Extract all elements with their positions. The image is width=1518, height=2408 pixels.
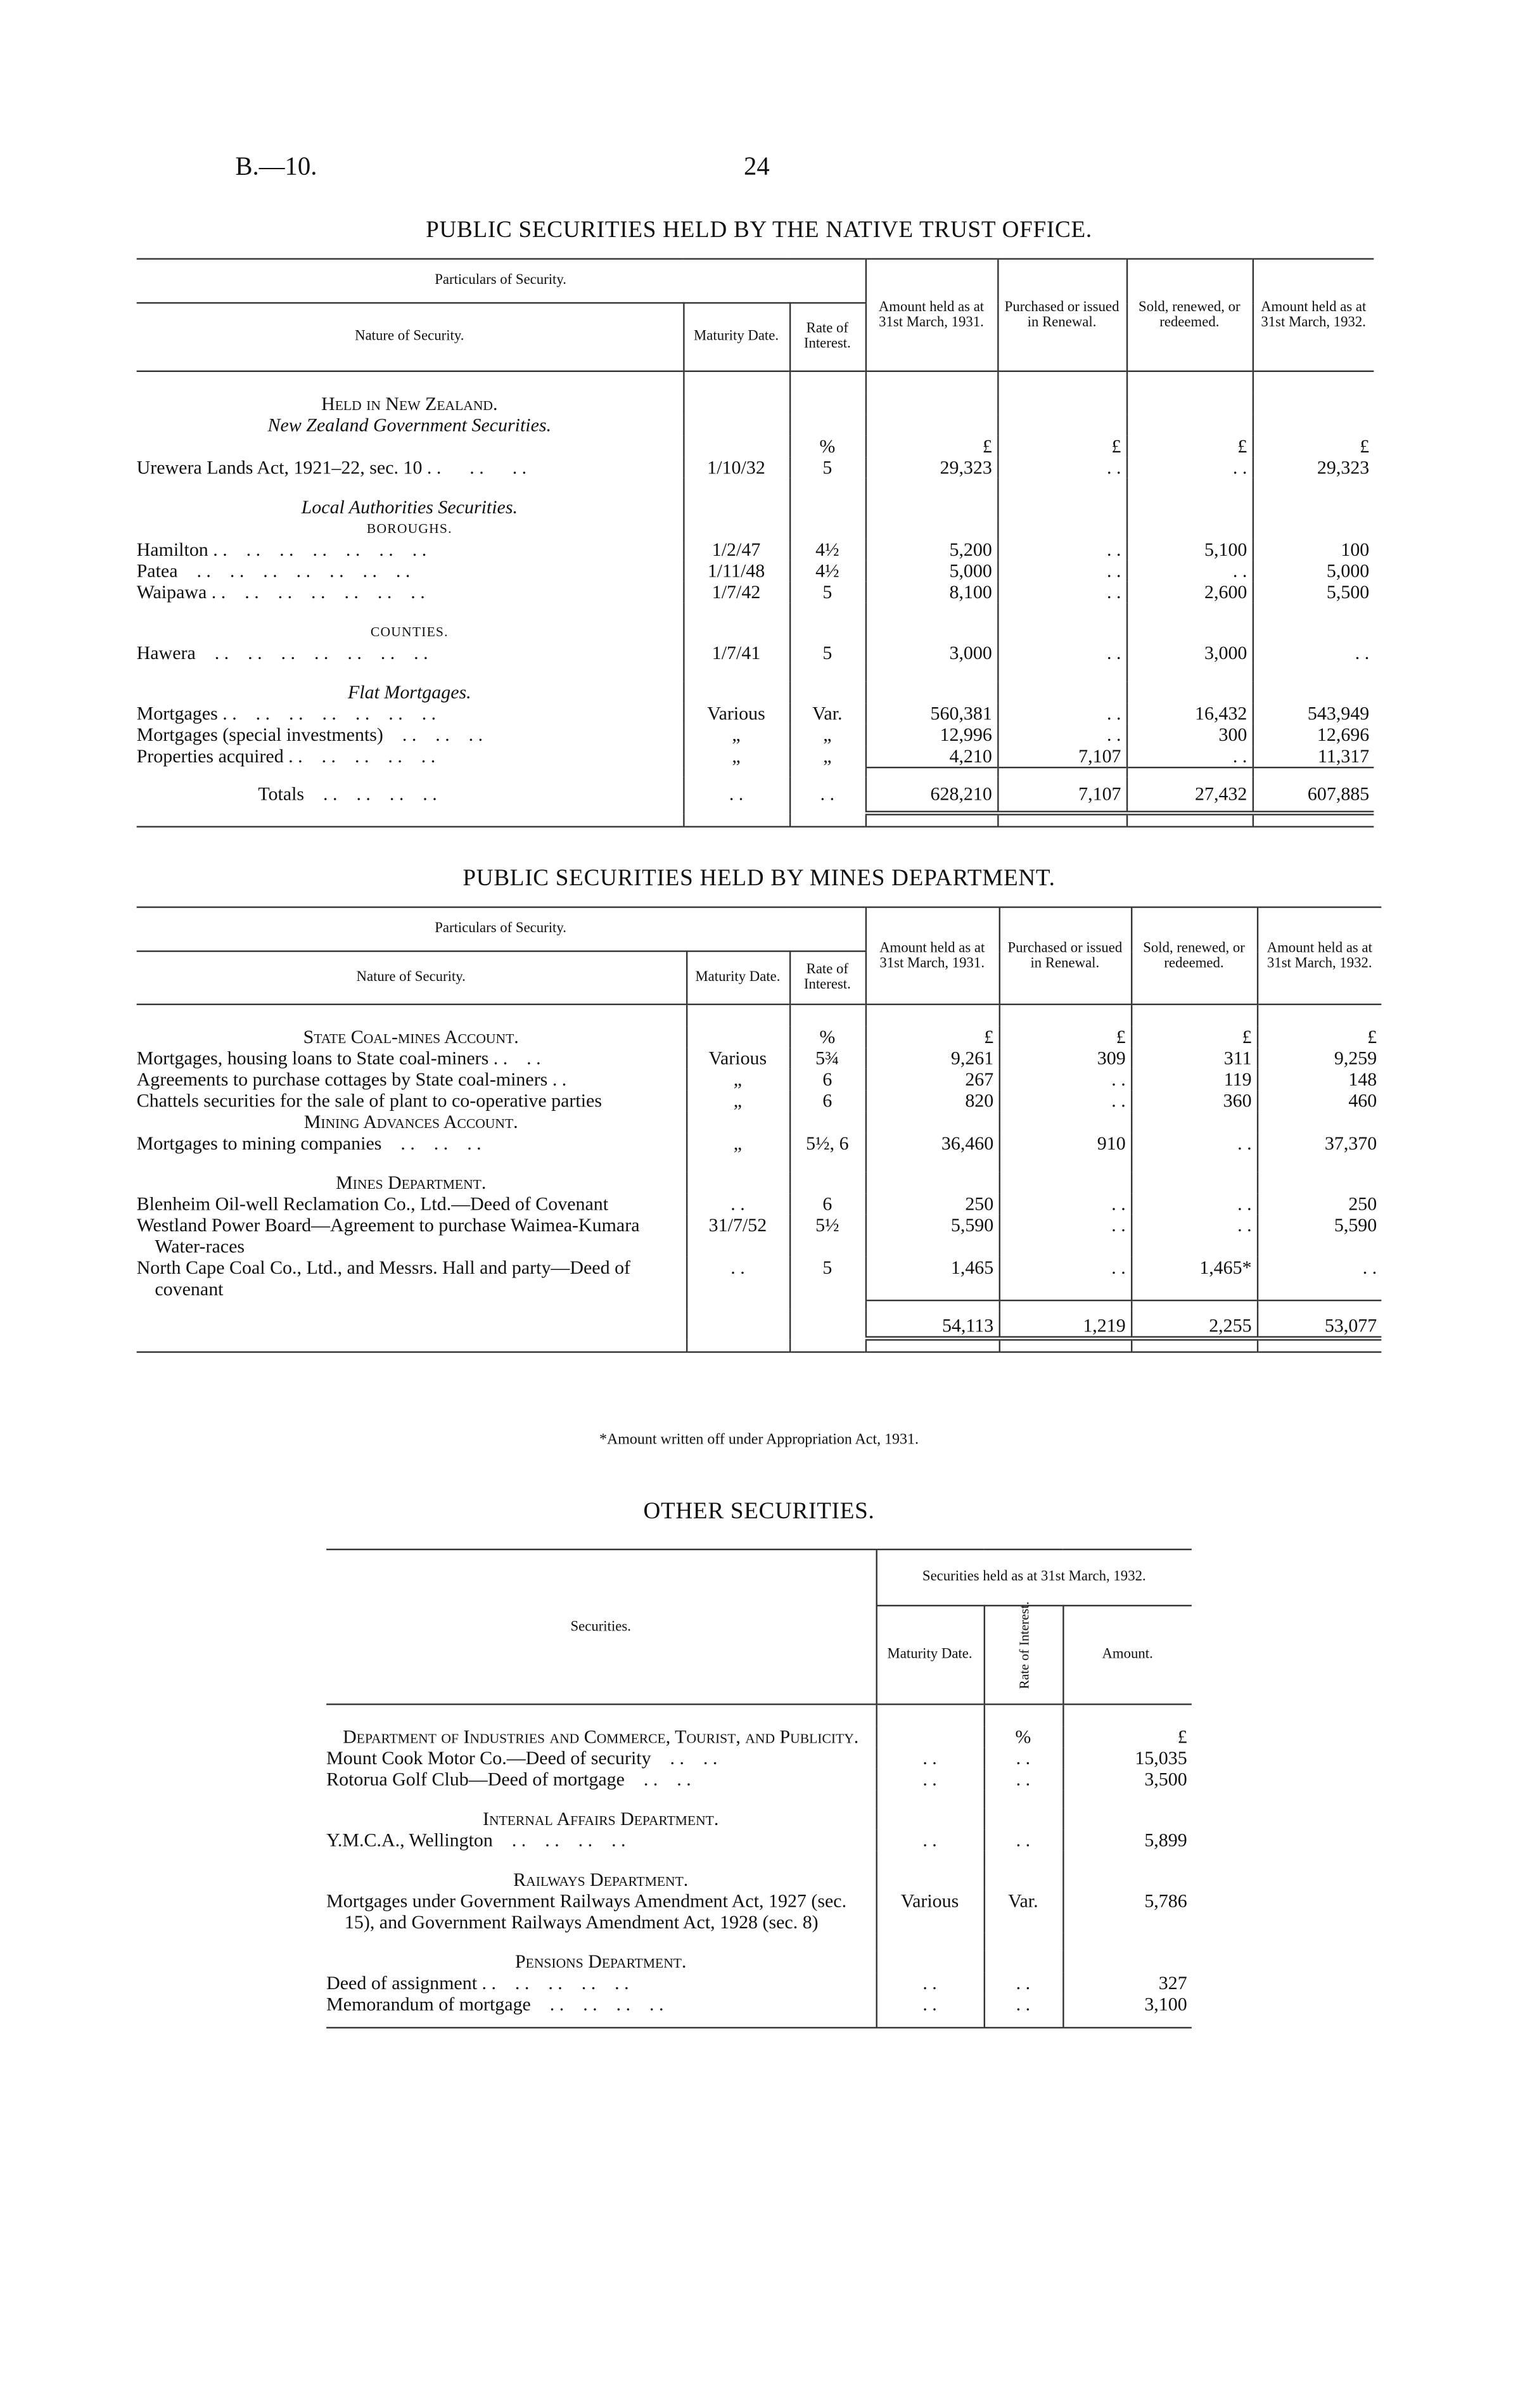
totals-row [137,1309,1382,1338]
cell-value: 460 [1257,1090,1381,1111]
table-row [137,1069,1382,1091]
cell-value: 250 [865,1193,999,1215]
cell-value: 300 [1126,724,1253,746]
native-trust-table [137,258,1374,826]
cell-value: . . [997,582,1126,603]
cell-value: 3,000 [1126,643,1253,664]
section-heading-row [326,1869,1192,1890]
cell-value: 5½ [789,1215,865,1257]
cell-value: 5,500 [1253,582,1374,603]
table-row [137,703,1374,724]
section-heading-row [326,1726,1192,1748]
cell-value: 4,210 [865,745,997,767]
security-description: Deed of assignment . . . . . . . . . . [326,1972,629,1994]
col-sold: Sold, renewed, or redeemed. [1126,259,1253,371]
cell-value: 607,885 [1253,777,1374,814]
cell-value: 16,432 [1126,703,1253,724]
cell-value: 543,949 [1253,703,1374,724]
section-heading: Internal Affairs Department. [483,1808,719,1830]
security-description: Urewera Lands Act, 1921–22, sec. 10 . . . . . . [136,457,527,478]
table-row [137,1193,1382,1215]
col-maturity: Maturity Date. [686,951,789,1004]
cell-value: . . [984,1769,1063,1790]
security-description: Westland Power Board—Agreement to purchase Waimea-Kumara Water-races [136,1214,640,1257]
col-purchased: Purchased or issued in Renewal. [999,907,1131,1004]
col-group: Securities held as at 31st March, 1932. [876,1549,1191,1606]
table-row [137,582,1374,603]
cell-value: 6 [789,1193,865,1215]
cell-value: 8,100 [865,582,997,603]
cell-value: „ [789,724,865,746]
cell-value: 2,255 [1131,1309,1257,1338]
totals-row [137,777,1374,814]
section-heading: Held in New Zealand. [321,393,498,415]
security-description: Memorandum of mortgage . . . . . . . . [326,1993,664,2015]
cell-value: £ [1253,436,1374,458]
section-heading-row [137,603,1374,621]
cell-value: £ [865,436,997,458]
cell-value: Various [876,1890,983,1933]
cell-value: Various [683,703,789,724]
security-description: Waipawa . . . . . . . . . . . . . . [136,581,425,603]
col-rate: Rate of Interest. [984,1606,1063,1705]
cell-value: . . [997,560,1126,582]
cell-value: Var. [984,1890,1063,1933]
cell-value: 100 [1253,539,1374,561]
col-held-1932: Amount held as at 31st March, 1932. [1253,259,1374,371]
cell-value: . . [686,1193,789,1215]
cell-value: £ [1126,436,1253,458]
col-nature: Nature of Security. [355,329,464,345]
col-particulars: Particulars of Security. [137,259,865,303]
section-heading: Mines Department. [336,1172,487,1194]
security-description: Mortgages under Government Railways Amendment Act, 1927 (sec. 15), and Government Railways Amendment Act, 1928 (sec. 8) [326,1890,847,1933]
cell-value [683,436,789,458]
page-number: 24 [744,151,770,181]
cell-value: „ [686,1090,789,1111]
table-row [137,539,1374,561]
cell-value: . . [1131,1215,1257,1257]
col-maturity: Maturity Date. [683,303,789,371]
cell-value [686,1309,789,1338]
security-description: Rotorua Golf Club—Deed of mortgage . . . . [326,1769,691,1790]
cell-value: 12,996 [865,724,997,746]
table-row [137,560,1374,582]
cell-value: 5 [789,643,865,664]
table-row [137,457,1374,478]
cell-value: 5,100 [1126,539,1253,561]
cell-value: „ [683,724,789,746]
section-heading-row [326,1951,1192,1973]
cell-value: . . [1131,1193,1257,1215]
cell-value: . . [984,1972,1063,1994]
section-heading-row [137,478,1374,497]
security-description: Mortgages to mining companies . . . . . . [136,1132,482,1154]
cell-value: £ [1257,1027,1381,1048]
section-heading: Flat Mortgages. [347,681,471,703]
cell-value: . . [984,1829,1063,1851]
table-row [137,1090,1382,1111]
cell-value: 3,500 [1062,1769,1192,1790]
table-row [326,1890,1192,1933]
table-row [137,724,1374,746]
table-row [137,745,1374,767]
cell-value: 5,000 [1253,560,1374,582]
section-heading: Railways Department. [513,1869,689,1891]
section-heading: COUNTIES. [370,624,449,639]
col-nature: Nature of Security. [356,970,466,986]
section-heading: State Coal-mines Account. [303,1026,519,1048]
cell-value: . . [1257,1257,1381,1300]
cell-value: . . [876,1769,983,1790]
cell-value: . . [686,1257,789,1300]
section-heading: Mining Advances Account. [303,1111,518,1133]
section-heading-row [137,414,1374,436]
cell-value: . . [876,1829,983,1851]
cell-value: „ [686,1132,789,1154]
cell-value: 4½ [789,539,865,561]
section-heading-row [137,1154,1382,1172]
cell-value: 628,210 [865,777,997,814]
cell-value: 6 [789,1069,865,1091]
col-particulars: Particulars of Security. [137,907,865,951]
cell-value: . . [789,777,865,814]
cell-value: 12,696 [1253,724,1374,746]
cell-value: 820 [865,1090,999,1111]
cell-value: 11,317 [1253,745,1374,767]
cell-value: 1/7/41 [683,643,789,664]
cell-value: . . [876,1994,983,2015]
section-heading-row [137,1172,1382,1194]
cell-value: 5¾ [789,1047,865,1069]
cell-value: 119 [1131,1069,1257,1091]
cell-value: . . [1253,643,1374,664]
table-row [137,1215,1382,1257]
cell-value: 267 [865,1069,999,1091]
cell-value: 5,590 [1257,1215,1381,1257]
cell-value: . . [997,703,1126,724]
cell-value: . . [984,1748,1063,1769]
cell-value: . . [876,1748,983,1769]
security-description: Y.M.C.A., Wellington . . . . . . . . [326,1829,626,1851]
cell-value: 7,107 [997,745,1126,767]
section-heading-row [137,682,1374,703]
col-purchased: Purchased or issued in Renewal. [997,259,1126,371]
cell-value: „ [683,745,789,767]
cell-value: 1/7/42 [683,582,789,603]
security-description: Agreements to purchase cottages by State coal-miners . . [136,1068,567,1091]
table-row [326,1994,1192,2015]
native-trust-title: PUBLIC SECURITIES HELD BY THE NATIVE TRUST OFFICE. [426,217,1092,243]
cell-value: 148 [1257,1069,1381,1091]
cell-value: 37,370 [1257,1132,1381,1154]
section-heading: BOROUGHS. [366,520,452,536]
cell-value: 29,323 [865,457,997,478]
cell-value: £ [999,1027,1131,1048]
cell-value: 9,261 [865,1047,999,1069]
mines-title: PUBLIC SECURITIES HELD BY MINES DEPARTMENT. [462,865,1056,892]
report-reference: B.—10. [235,151,317,181]
cell-value: . . [997,724,1126,746]
security-description: Hamilton . . . . . . . . . . . . . . [136,539,427,561]
cell-value: 1,465* [1131,1257,1257,1300]
col-rate: Rate of Interest. [789,951,865,1004]
cell-value: 1,465 [865,1257,999,1300]
section-heading: New Zealand Government Securities. [267,414,552,436]
cell-value: 5,786 [1062,1890,1192,1933]
security-description: Mortgages, housing loans to State coal-miners . . . . [136,1047,541,1069]
cell-value: % [789,1027,865,1048]
cell-value: . . [997,643,1126,664]
col-held-1931: Amount held as at 31st March, 1931. [865,259,997,371]
col-securities: Securities. [570,1619,631,1635]
section-heading-row [137,621,1374,643]
cell-value: 5,590 [865,1215,999,1257]
cell-value: 54,113 [865,1309,999,1338]
cell-value: 6 [789,1090,865,1111]
col-held-1932: Amount held as at 31st March, 1932. [1257,907,1381,1004]
cell-value: 1/2/47 [683,539,789,561]
cell-value: 27,432 [1126,777,1253,814]
cell-value: 5,200 [865,539,997,561]
cell-value: 311 [1131,1047,1257,1069]
cell-value: . . [1131,1132,1257,1154]
cell-value: . . [997,457,1126,478]
cell-value: 5 [789,1257,865,1300]
section-heading-row [137,1027,1382,1048]
cell-value: . . [1126,560,1253,582]
cell-value: 910 [999,1132,1131,1154]
cell-value: 250 [1257,1193,1381,1215]
cell-value: 31/7/52 [686,1215,789,1257]
cell-value: 9,259 [1257,1047,1381,1069]
security-description: Mortgages (special investments) . . . . . . [136,724,483,746]
footnote: *Amount written off under Appropriation Act, 1931. [599,1431,919,1449]
cell-value: 15,035 [1062,1748,1192,1769]
section-heading-row [326,1933,1192,1951]
section-heading-row [326,1851,1192,1869]
cell-value: % [789,436,865,458]
section-heading: Department of Industries and Commerce, Tourist, and Publicity. [343,1726,859,1748]
section-heading-row [137,496,1374,518]
security-description: Patea . . . . . . . . . . . . . . [136,560,411,582]
col-maturity: Maturity Date. [876,1606,983,1705]
cell-value: „ [789,745,865,767]
cell-value: 5½, 6 [789,1132,865,1154]
cell-value: 360 [1131,1090,1257,1111]
cell-value [789,1309,865,1338]
cell-value: % [984,1726,1063,1748]
section-heading-row [137,436,1374,458]
col-amount: Amount. [1062,1606,1192,1705]
cell-value: 2,600 [1126,582,1253,603]
cell-value: 309 [999,1047,1131,1069]
cell-value: . . [1126,745,1253,767]
cell-value: Various [686,1047,789,1069]
security-description: Properties acquired . . . . . . . . . . [136,745,436,767]
section-heading-row [137,518,1374,539]
cell-value: . . [999,1215,1131,1257]
table-row [137,643,1374,664]
cell-value: 1,219 [999,1309,1131,1338]
cell-value: „ [686,1069,789,1091]
section-heading: Local Authorities Securities. [301,496,518,518]
security-description: North Cape Coal Co., Ltd., and Messrs. Hall and party—Deed of covenant [136,1257,631,1300]
mines-table [137,906,1382,1352]
cell-value: 7,107 [997,777,1126,814]
table-row [326,1829,1192,1851]
cell-value: 53,077 [1257,1309,1381,1338]
table-row [326,1769,1192,1790]
cell-value: . . [876,1972,983,1994]
cell-value: . . [999,1257,1131,1300]
cell-value: 1/11/48 [683,560,789,582]
cell-value: 4½ [789,560,865,582]
security-description: Chattels securities for the sale of plant to co-operative parties [136,1090,603,1111]
cell-value: 5 [789,582,865,603]
col-sold: Sold, renewed, or redeemed. [1131,907,1257,1004]
cell-value: . . [997,539,1126,561]
section-heading-row [326,1809,1192,1830]
security-description: Blenheim Oil-well Reclamation Co., Ltd.—Deed of Covenant [136,1193,609,1215]
section-heading-row [137,1111,1382,1133]
cell-value: 560,381 [865,703,997,724]
cell-value: 3,100 [1062,1994,1192,2015]
section-heading-row [137,663,1374,682]
cell-value: 3,000 [865,643,997,664]
security-description: Hawera . . . . . . . . . . . . . . [136,642,428,664]
section-heading-row [326,1790,1192,1809]
cell-value: . . [683,777,789,814]
table-row [326,1748,1192,1769]
cell-value: Var. [789,703,865,724]
cell-value: . . [999,1090,1131,1111]
table-row [137,1047,1382,1069]
security-description: Mortgages . . . . . . . . . . . . . . [136,703,437,724]
cell-value: 327 [1062,1972,1192,1994]
cell-value: £ [865,1027,999,1048]
totals-label: Totals . . . . . . . . [258,783,437,804]
table-row [137,1132,1382,1154]
table-row [326,1972,1192,1994]
cell-value: 1/10/32 [683,457,789,478]
cell-value: 5,000 [865,560,997,582]
cell-value: . . [1126,457,1253,478]
table-row [137,1257,1382,1300]
section-heading: Pensions Department. [514,1950,687,1973]
col-held-1931: Amount held as at 31st March, 1931. [865,907,999,1004]
cell-value: . . [999,1069,1131,1091]
cell-value: 29,323 [1253,457,1374,478]
cell-value [686,1027,789,1048]
cell-value: 36,460 [865,1132,999,1154]
cell-value: . . [999,1193,1131,1215]
other-securities-table [326,1549,1192,2028]
cell-value: 5 [789,457,865,478]
cell-value: . . [984,1994,1063,2015]
cell-value: 5,899 [1062,1829,1192,1851]
cell-value [876,1726,983,1748]
col-rate: Rate of Interest. [789,303,865,371]
security-description: Mount Cook Motor Co.—Deed of security . . . . [326,1747,718,1769]
cell-value: £ [997,436,1126,458]
totals-label [137,1309,686,1338]
cell-value: £ [1131,1027,1257,1048]
other-securities-title: OTHER SECURITIES. [643,1498,875,1525]
section-heading-row [137,394,1374,415]
cell-value: £ [1062,1726,1192,1748]
